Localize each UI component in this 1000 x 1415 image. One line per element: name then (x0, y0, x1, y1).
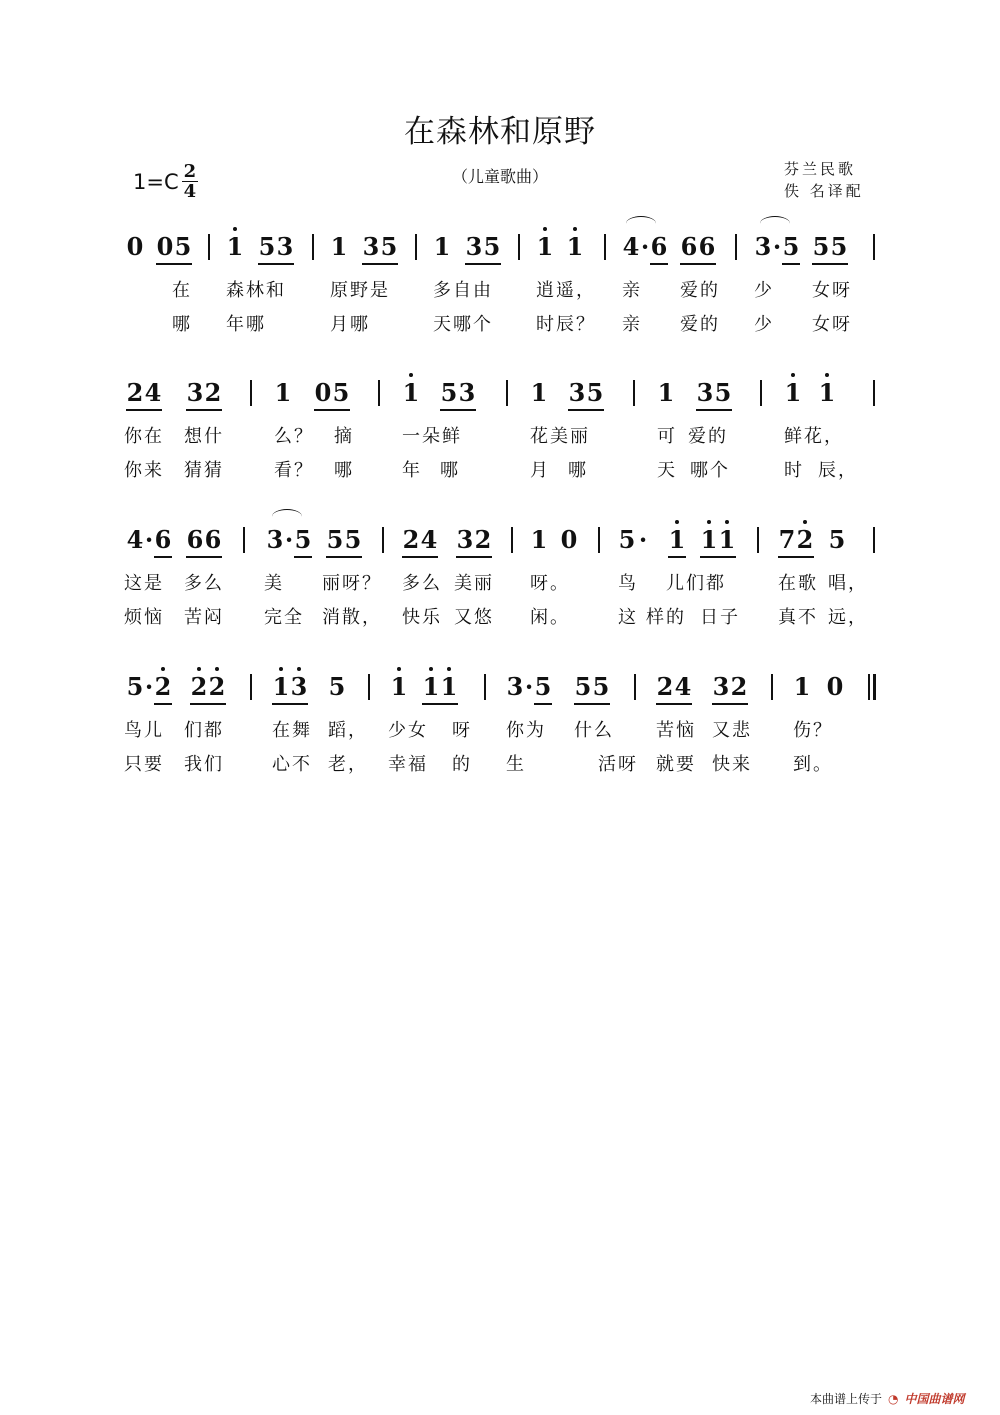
lyric: 女呀 (812, 280, 852, 301)
lyric: 多么 (184, 573, 224, 594)
note-group (272, 672, 308, 705)
note-group (700, 525, 736, 558)
note-group (828, 525, 846, 554)
note: 1 (784, 378, 802, 407)
footer (810, 1390, 965, 1407)
bar-line (506, 380, 508, 406)
lyric: 幸福 (388, 754, 428, 775)
time-signature-top: 2 (183, 161, 197, 182)
lyric: 逍遥， (536, 280, 596, 301)
lyric: 摘 (334, 426, 354, 447)
note-group (186, 378, 222, 411)
lyric: 我们 (184, 754, 224, 775)
bar-line (250, 380, 252, 406)
lyric: 苦恼 (656, 720, 696, 741)
note-group (530, 378, 548, 407)
note: 5 (380, 232, 398, 265)
slur (760, 216, 790, 231)
lyric: 少 (754, 314, 774, 335)
note: 3 (568, 378, 586, 411)
note-group (330, 232, 348, 261)
note: 1 (718, 525, 736, 558)
note-group (778, 525, 814, 558)
lyric: 的 (452, 754, 472, 775)
lyric: 日子 (700, 607, 740, 628)
note-group (574, 672, 610, 705)
lyric: 年哪 (226, 314, 266, 335)
note: 4 (144, 378, 162, 411)
bar-line (873, 527, 875, 553)
lyric: 月哪 (330, 314, 370, 335)
lyric: 心不 (272, 754, 312, 775)
lyric: 美 (264, 573, 284, 594)
note-group (258, 232, 294, 265)
note: · (772, 232, 782, 261)
note: 3 (712, 672, 730, 705)
note: 5 (483, 232, 501, 265)
note: 5 (714, 378, 732, 411)
note: 6 (154, 525, 172, 558)
note-group (668, 525, 686, 558)
note: 5 (294, 525, 312, 558)
note: 0 (314, 378, 332, 411)
lyric: 又悲 (712, 720, 752, 741)
note: 3 (290, 672, 308, 705)
note: 2 (208, 672, 226, 705)
note-group (656, 672, 692, 705)
lyric: 唱， (828, 573, 868, 594)
note: 1 (668, 525, 686, 558)
note: · (638, 525, 648, 554)
note: 5 (258, 232, 276, 265)
lyric: 亲 (622, 314, 642, 335)
footer-text: 本曲谱上传于 (810, 1392, 883, 1406)
note: 7 (778, 525, 796, 558)
lyric: 生 (506, 754, 526, 775)
note-group (126, 378, 162, 411)
note: 1 (536, 232, 554, 261)
lyric: 这是 (124, 573, 164, 594)
site-logo-icon: ◔ (888, 1391, 899, 1406)
note: 5 (332, 378, 350, 411)
note: 3 (754, 232, 772, 261)
bar-line (598, 527, 600, 553)
bar-line (757, 527, 759, 553)
note: · (640, 232, 650, 261)
key-label: 1=C (133, 169, 179, 194)
note-group (328, 672, 346, 701)
note-group (680, 232, 716, 265)
note: 1 (226, 232, 244, 261)
note: 3 (696, 378, 714, 411)
note: 3 (456, 525, 474, 558)
lyric: 么？ (274, 426, 314, 447)
lyric: 在 (172, 280, 192, 301)
note-group (126, 525, 172, 558)
notation-line (0, 664, 1000, 714)
note-group (784, 378, 802, 407)
lyric: 远， (828, 607, 868, 628)
lyric: 你来 (124, 460, 164, 481)
note: 6 (186, 525, 204, 558)
note-group (818, 378, 836, 407)
site-logo[interactable]: 中国曲谱网 (904, 1392, 965, 1406)
note: 0 (126, 232, 144, 261)
lyric: 样的 (646, 607, 686, 628)
bar-line (250, 674, 252, 700)
notation-line (0, 224, 1000, 274)
lyric: 真不 (778, 607, 818, 628)
bar-line (378, 380, 380, 406)
lyric: 哪 (334, 460, 354, 481)
note: 5 (126, 672, 144, 701)
note: · (144, 525, 154, 554)
lyric: 看？ (274, 460, 314, 481)
note-group (657, 378, 675, 407)
bar-line (415, 234, 417, 260)
lyric: 哪个 (690, 460, 730, 481)
lyric: 月 (530, 460, 550, 481)
note-group (754, 232, 800, 265)
note-group (696, 378, 732, 411)
note: 5 (586, 378, 604, 411)
note: · (144, 672, 154, 701)
lyric: 消散， (322, 607, 382, 628)
note-group (402, 525, 438, 558)
note-group (226, 232, 244, 261)
lyric: 活呀 (598, 754, 638, 775)
bar-line (873, 380, 875, 406)
note: 1 (530, 378, 548, 407)
lyric: 你为 (506, 720, 546, 741)
lyric: 呀 (452, 720, 472, 741)
note-group (326, 525, 362, 558)
lyric: 森林和 (226, 280, 286, 301)
bar-line (243, 527, 245, 553)
note-group (422, 672, 458, 705)
lyric: 可 (657, 426, 677, 447)
note-group (456, 525, 492, 558)
note-group (560, 525, 578, 554)
lyric: 少女 (388, 720, 428, 741)
lyric: 一朵鲜 (402, 426, 462, 447)
lyric: 伤？ (793, 720, 833, 741)
note: 4 (420, 525, 438, 558)
lyric: 蹈， (328, 720, 368, 741)
lyric: 苦闷 (184, 607, 224, 628)
lyric: 只要 (124, 754, 164, 775)
note: 6 (650, 232, 668, 265)
lyric: 爱的 (688, 426, 728, 447)
note: 5 (326, 525, 344, 558)
lyric: 这 (618, 607, 638, 628)
note: 2 (474, 525, 492, 558)
note: 5 (174, 232, 192, 265)
note: 1 (700, 525, 718, 558)
note: 5 (812, 232, 830, 265)
note-group (530, 525, 548, 554)
lyric: 到。 (793, 754, 833, 775)
note-group (186, 525, 222, 558)
song-title: 在森林和原野 (404, 114, 596, 150)
bar-line (771, 674, 773, 700)
note-group (266, 525, 312, 558)
lyric: 少 (754, 280, 774, 301)
lyric: 你在 (124, 426, 164, 447)
note: 2 (154, 672, 172, 705)
note: 2 (190, 672, 208, 705)
lyric: 时 (784, 460, 804, 481)
note: 2 (656, 672, 674, 705)
lyric: 鲜花， (784, 426, 844, 447)
lyric: 想什 (184, 426, 224, 447)
note-group (622, 232, 668, 265)
note-group (126, 672, 172, 705)
lyric: 呀。 (530, 573, 570, 594)
notation-line (0, 370, 1000, 420)
lyric: 爱的 (680, 314, 720, 335)
note: 4 (126, 525, 144, 554)
final-bar-line (868, 674, 876, 700)
lyric: 闲。 (530, 607, 570, 628)
note-group (566, 232, 584, 261)
note: 4 (622, 232, 640, 261)
bar-line (604, 234, 606, 260)
note: 5 (592, 672, 610, 705)
note-group (465, 232, 501, 265)
note: 1 (433, 232, 451, 261)
note: 3 (186, 378, 204, 411)
note: 3 (458, 378, 476, 411)
lyric: 多自由 (433, 280, 493, 301)
note: · (524, 672, 534, 701)
note: 5 (618, 525, 636, 554)
lyric: 快乐 (402, 607, 442, 628)
lyric: 哪 (568, 460, 588, 481)
note-group (618, 525, 650, 554)
lyric: 烦恼 (124, 607, 164, 628)
bar-line (634, 674, 636, 700)
note-group (536, 232, 554, 261)
note-group (433, 232, 451, 261)
lyric: 原野是 (330, 280, 390, 301)
lyric: 哪 (172, 314, 192, 335)
note: 2 (402, 525, 420, 558)
bar-line (633, 380, 635, 406)
bar-line (368, 674, 370, 700)
slur (626, 216, 656, 231)
lyric: 猜猜 (184, 460, 224, 481)
note: 5 (828, 525, 846, 554)
note: 1 (274, 378, 292, 407)
lyric: 在舞 (272, 720, 312, 741)
credit-translator: 佚 名译配 (784, 182, 864, 200)
bar-line (518, 234, 520, 260)
bar-line (873, 234, 875, 260)
lyric: 哪 (440, 460, 460, 481)
note: 2 (796, 525, 814, 558)
lyric: 鸟 (618, 573, 638, 594)
note: 0 (156, 232, 174, 265)
note: 5 (574, 672, 592, 705)
note: 5 (830, 232, 848, 265)
note: 1 (390, 672, 408, 701)
note: 6 (698, 232, 716, 265)
lyric: 天哪个 (433, 314, 493, 335)
lyric: 完全 (264, 607, 304, 628)
lyric: 多么 (402, 573, 442, 594)
subtitle: （儿童歌曲） (451, 167, 548, 186)
note: 5 (782, 232, 800, 265)
note-group (793, 672, 811, 701)
bar-line (382, 527, 384, 553)
note: 3 (465, 232, 483, 265)
note: 5 (534, 672, 552, 705)
note: 3 (362, 232, 380, 265)
note: 5 (328, 672, 346, 701)
note-group (390, 672, 408, 701)
time-signature-bottom: 4 (183, 181, 197, 202)
lyric: 丽呀？ (322, 573, 382, 594)
lyric: 时辰？ (536, 314, 596, 335)
note: 1 (818, 378, 836, 407)
note-group (402, 378, 420, 407)
lyric: 儿们都 (666, 573, 726, 594)
lyric: 老， (328, 754, 368, 775)
credit-origin: 芬兰民歌 (784, 160, 857, 178)
note: 5 (344, 525, 362, 558)
note: 1 (793, 672, 811, 701)
lyric: 天 (657, 460, 677, 481)
note-group (314, 378, 350, 411)
note: 4 (674, 672, 692, 705)
note: 1 (566, 232, 584, 261)
lyric: 花美丽 (530, 426, 590, 447)
bar-line (735, 234, 737, 260)
note: · (284, 525, 294, 554)
lyric: 美丽 (454, 573, 494, 594)
bar-line (484, 674, 486, 700)
lyric: 就要 (656, 754, 696, 775)
note: 1 (657, 378, 675, 407)
note-group (156, 232, 192, 265)
bar-line (511, 527, 513, 553)
note: 1 (440, 672, 458, 705)
slur (272, 509, 302, 524)
lyric: 在歌 (778, 573, 818, 594)
note-group (712, 672, 748, 705)
lyric: 们都 (184, 720, 224, 741)
lyric: 女呀 (812, 314, 852, 335)
note-group (274, 378, 292, 407)
lyric: 年 (402, 460, 422, 481)
lyric: 什么 (574, 720, 614, 741)
bar-line (760, 380, 762, 406)
note: 6 (680, 232, 698, 265)
note-group (190, 672, 226, 705)
note: 0 (826, 672, 844, 701)
note: 1 (422, 672, 440, 705)
note: 5 (440, 378, 458, 411)
lyric: 又悠 (454, 607, 494, 628)
lyric: 爱的 (680, 280, 720, 301)
note: 2 (204, 378, 222, 411)
note: 1 (530, 525, 548, 554)
note-group (126, 232, 144, 261)
note-group (506, 672, 552, 705)
note-group (440, 378, 476, 411)
note: 3 (506, 672, 524, 701)
note: 0 (560, 525, 578, 554)
note: 2 (730, 672, 748, 705)
note-group (568, 378, 604, 411)
note: 1 (272, 672, 290, 705)
notation-line (0, 517, 1000, 567)
note: 3 (266, 525, 284, 554)
lyric: 快来 (712, 754, 752, 775)
lyric: 亲 (622, 280, 642, 301)
note: 2 (126, 378, 144, 411)
bar-line (208, 234, 210, 260)
note: 6 (204, 525, 222, 558)
bar-line (312, 234, 314, 260)
lyric: 鸟儿 (124, 720, 164, 741)
note-group (826, 672, 844, 701)
note: 1 (330, 232, 348, 261)
note: 1 (402, 378, 420, 407)
note-group (812, 232, 848, 265)
note-group (362, 232, 398, 265)
lyric: 辰， (818, 460, 858, 481)
note: 3 (276, 232, 294, 265)
